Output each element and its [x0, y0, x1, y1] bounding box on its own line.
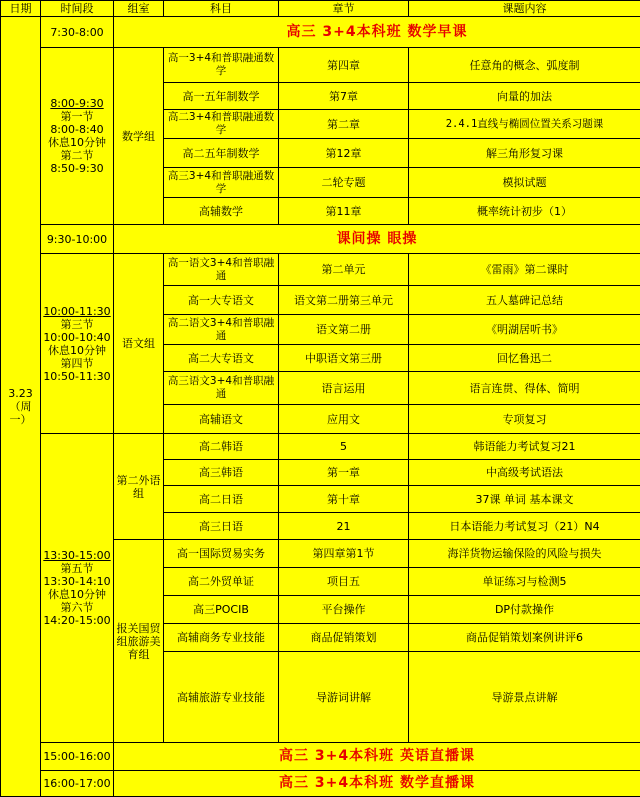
topic-cell: 《明湖居听书》	[409, 315, 640, 345]
header-group: 组室	[114, 1, 164, 17]
topic-cell: 回忆鲁迅二	[409, 345, 640, 372]
header-row	[1, 1, 640, 17]
chapter-cell: 第十章	[279, 486, 409, 513]
topic-cell: 日本语能力考试复习（21）N4	[409, 513, 640, 540]
group-math: 数学组	[114, 48, 164, 225]
chapter-cell: 项目五	[279, 568, 409, 596]
banner-time-english: 15:00-16:00	[41, 743, 114, 771]
chapter-cell: 商品促销策划	[279, 624, 409, 652]
chapter-cell: 应用文	[279, 405, 409, 434]
subject-cell: 高二大专语文	[164, 345, 279, 372]
time-block-1: 8:00-9:30 第一节 8:00-8:40 休息10分钟 第二节 8:50-9:30	[41, 48, 114, 225]
topic-cell: 韩语能力考试复习21	[409, 434, 640, 460]
chapter-cell: 第四章	[279, 48, 409, 83]
topic-cell: 海洋货物运输保险的风险与损失	[409, 540, 640, 568]
subject-cell: 高二语文3+4和普职融通	[164, 315, 279, 345]
subject-cell: 高一五年制数学	[164, 83, 279, 110]
table-row	[1, 48, 640, 83]
banner-english: 高三 3+4本科班 英语直播课	[114, 743, 640, 771]
chapter-cell: 语文第二册	[279, 315, 409, 345]
banner-row-break	[1, 225, 640, 254]
banner-time-break: 9:30-10:00	[41, 225, 114, 254]
topic-cell: 单证练习与检测5	[409, 568, 640, 596]
subject-cell: 高辅旅游专业技能	[164, 652, 279, 743]
topic-cell: 《雷雨》第二课时	[409, 254, 640, 286]
chapter-cell: 中职语文第三册	[279, 345, 409, 372]
time-block-2: 10:00-11:30 第三节 10:00-10:40 休息10分钟 第四节 10:50-11:30	[41, 254, 114, 434]
topic-cell: 模拟试题	[409, 168, 640, 198]
topic-cell: 商品促销策划案例讲评6	[409, 624, 640, 652]
subject-cell: 高二五年制数学	[164, 139, 279, 168]
time-block-3: 13:30-15:00 第五节 13:30-14:10 休息10分钟 第六节 14:20-15:00	[41, 434, 114, 743]
banner-math-live: 高三 3+4本科班 数学直播课	[114, 771, 640, 797]
subject-cell: 高辅数学	[164, 198, 279, 225]
topic-cell: 五人墓碑记总结	[409, 286, 640, 315]
subject-cell: 高三韩语	[164, 460, 279, 486]
banner-row-morning	[1, 17, 640, 48]
banner-row-math-live	[1, 771, 640, 797]
topic-cell: 解三角形复习课	[409, 139, 640, 168]
group-lang2: 第二外语组	[114, 434, 164, 540]
chapter-cell: 导游词讲解	[279, 652, 409, 743]
topic-cell: 语言连贯、得体、简明	[409, 372, 640, 405]
chapter-cell: 二轮专题	[279, 168, 409, 198]
chapter-cell: 第12章	[279, 139, 409, 168]
table-row	[1, 434, 640, 460]
subject-cell: 高一大专语文	[164, 286, 279, 315]
chapter-cell: 第一章	[279, 460, 409, 486]
subject-cell: 高三语文3+4和普职融通	[164, 372, 279, 405]
topic-cell: 导游景点讲解	[409, 652, 640, 743]
subject-cell: 高二3+4和普职融通数学	[164, 110, 279, 139]
banner-time-math-live: 16:00-17:00	[41, 771, 114, 797]
subject-cell: 高三POCIB	[164, 596, 279, 624]
subject-cell: 高一国际贸易实务	[164, 540, 279, 568]
chapter-cell: 21	[279, 513, 409, 540]
subject-cell: 高二韩语	[164, 434, 279, 460]
topic-cell: 概率统计初步（1）	[409, 198, 640, 225]
banner-time-morning: 7:30-8:00	[41, 17, 114, 48]
topic-cell: DP付款操作	[409, 596, 640, 624]
chapter-cell: 第二章	[279, 110, 409, 139]
chapter-cell: 第11章	[279, 198, 409, 225]
banner-break: 课间操 眼操	[114, 225, 640, 254]
subject-cell: 高一语文3+4和普职融通	[164, 254, 279, 286]
topic-cell: 2.4.1直线与椭圆位置关系习题课	[409, 110, 640, 139]
subject-cell: 高三3+4和普职融通数学	[164, 168, 279, 198]
group-trade: 报关国贸组旅游美育组	[114, 540, 164, 743]
table-row	[1, 254, 640, 286]
header-topic: 课题内容	[409, 1, 640, 17]
header-time: 时间段	[41, 1, 114, 17]
chapter-cell: 语文第二册第三单元	[279, 286, 409, 315]
chapter-cell: 第7章	[279, 83, 409, 110]
topic-cell: 专项复习	[409, 405, 640, 434]
chapter-cell: 第四章第1节	[279, 540, 409, 568]
subject-cell: 高辅商务专业技能	[164, 624, 279, 652]
chapter-cell: 平台操作	[279, 596, 409, 624]
date-cell: 3.23（周一）	[1, 17, 41, 797]
subject-cell: 高三日语	[164, 513, 279, 540]
topic-cell: 37课 单词 基本课文	[409, 486, 640, 513]
subject-cell: 高一3+4和普职融通数学	[164, 48, 279, 83]
topic-cell: 向量的加法	[409, 83, 640, 110]
banner-morning: 高三 3+4本科班 数学早课	[114, 17, 640, 48]
banner-row-english	[1, 743, 640, 771]
header-subject: 科目	[164, 1, 279, 17]
topic-cell: 中高级考试语法	[409, 460, 640, 486]
subject-cell: 高辅语文	[164, 405, 279, 434]
chapter-cell: 第二单元	[279, 254, 409, 286]
group-chinese: 语文组	[114, 254, 164, 434]
header-date: 日期	[1, 1, 41, 17]
header-chapter: 章节	[279, 1, 409, 17]
chapter-cell: 语言运用	[279, 372, 409, 405]
topic-cell: 任意角的概念、弧度制	[409, 48, 640, 83]
subject-cell: 高二外贸单证	[164, 568, 279, 596]
subject-cell: 高二日语	[164, 486, 279, 513]
chapter-cell: 5	[279, 434, 409, 460]
